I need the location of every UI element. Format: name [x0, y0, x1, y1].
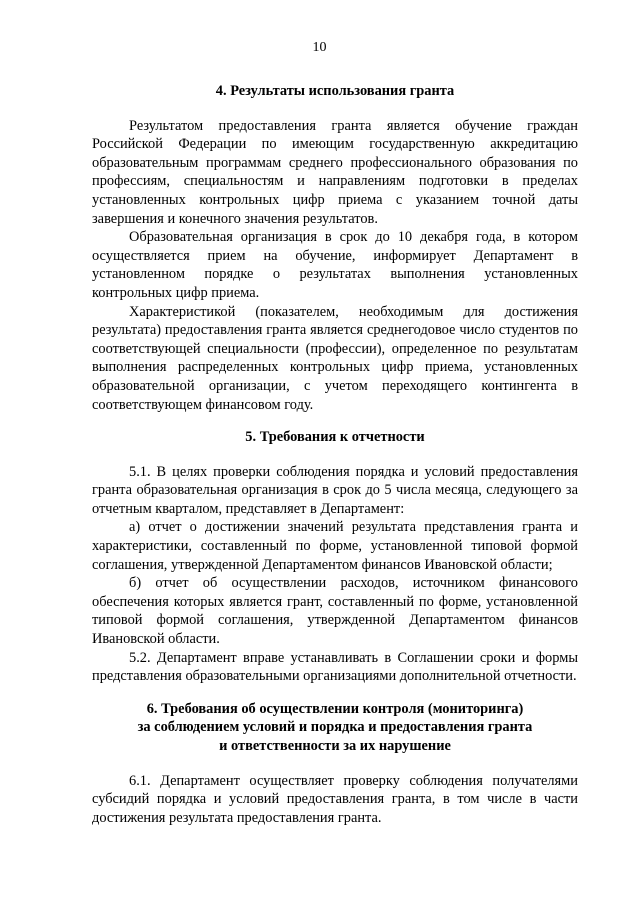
document-body	[92, 82, 578, 827]
list-item: б) отчет об осуществлении расходов, источником финансового обеспечения которых является грант, составленный по форме, установленной типовой формой соглашения, утвержденной Департаментом финансов Ивановской области.	[92, 575, 578, 648]
section-heading	[92, 700, 578, 756]
heading-line: и ответственности за их нарушение	[219, 738, 451, 754]
section-heading: 4. Результаты использования гранта	[215, 83, 455, 99]
paragraph: Характеристикой (показателем, необходимым для достижения результата) предоставления гранта является среднегодовое число студентов по соответствующей специальности (профессии), определенное по результатам выполнения распределенных контрольных цифр приема, установленных образовательной организации, с учетом переходящего контингента в соответствующем финансовом году.	[92, 303, 578, 413]
section-4-results	[92, 82, 578, 414]
heading-line: 6. Требования об осуществлении контроля (мониторинга)	[146, 700, 524, 717]
section-heading: 5. Требования к отчетности	[245, 429, 425, 446]
paragraph: 5.1. В целях проверки соблюдения порядка и условий предоставления гранта образовательная организация в срок до 5 числа месяца, следующего за отчетным кварталом, представляет в Департамент:	[92, 463, 578, 517]
paragraph: 5.2. Департамент вправе устанавливать в Соглашении сроки и формы представления образовательными организациями дополнительной отчетности.	[92, 649, 578, 685]
paragraph: Образовательная организация в срок до 10 декабря года, в котором осуществляется прием на обучение, информирует Департамент в установленном порядке о результатах выполнения установленных контрольных цифр приема.	[92, 229, 578, 301]
paragraph: 6.1. Департамент осуществляет проверку соблюдения получателями субсидий порядка и условий предоставления гранта, в том числе в части достижения результата предоставления гранта.	[92, 772, 578, 826]
section-6-control	[92, 700, 578, 828]
page-number: 10	[312, 40, 327, 55]
list-item: а) отчет о достижении значений результата представления гранта и характеристики, составленный по форме, установленной типовой формой соглашения, утвержденной Департаментом финансов Ивановской области;	[92, 519, 578, 573]
heading-line: за соблюдением условий и порядка и предоставления гранта	[137, 719, 533, 736]
section-5-reporting	[92, 428, 578, 686]
paragraph: Результатом предоставления гранта является обучение граждан Российской Федерации по имеющим государственную аккредитацию образовательным программам среднего профессионального образования по профессиям, специальностям и направлениям подготовки в пределах установленных контрольных цифр приема с указанием точной даты завершения и конечного значения результатов.	[92, 117, 578, 227]
